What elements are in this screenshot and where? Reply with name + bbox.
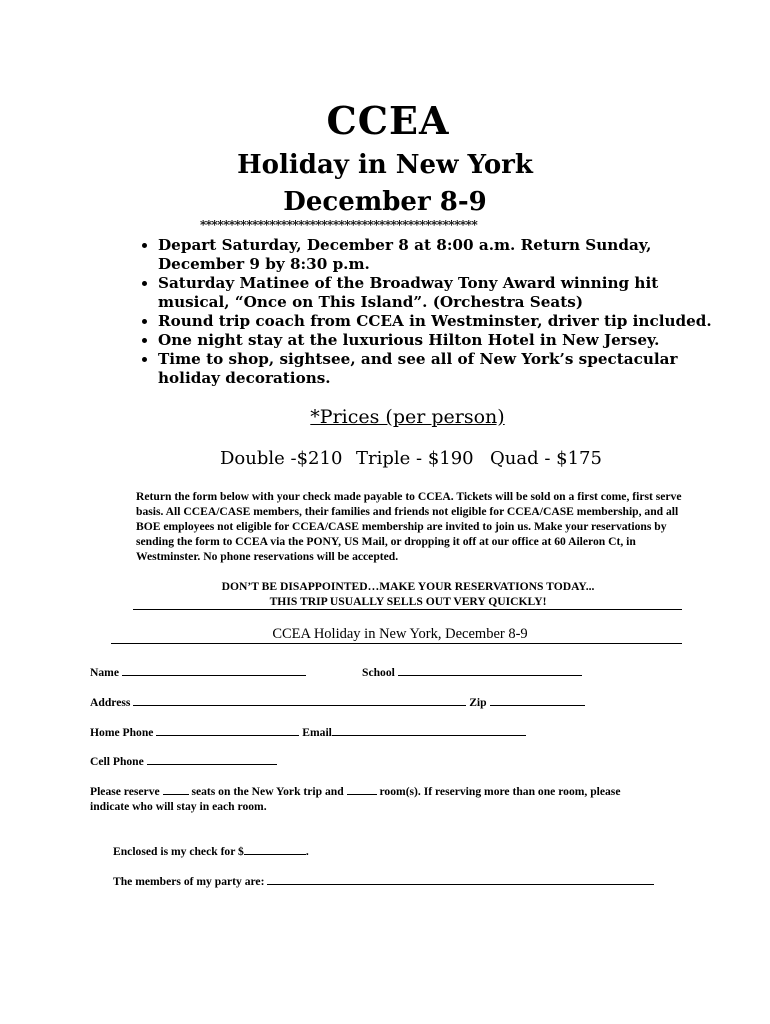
price-quad: Quad - $175 (490, 448, 602, 469)
party-row (113, 874, 654, 889)
check-amount-field[interactable] (244, 844, 306, 855)
list-item: • One night stay at the luxurious Hilton Hotel in New Jersey. (158, 331, 718, 350)
event-dates: December 8-9 (283, 187, 487, 217)
list-item: • Time to shop, sightsee, and see all of New York’s spectacular holiday decorations. (158, 350, 718, 388)
star-divider: ************************************************ (200, 218, 478, 232)
event-subtitle: Holiday in New York (237, 150, 533, 180)
form-title: CCEA Holiday in New York, December 8-9 (272, 626, 528, 642)
enclosed-row (113, 844, 309, 859)
event-title: CCEA (326, 98, 450, 143)
school-label: School (362, 666, 395, 679)
zip-label: Zip (469, 696, 487, 709)
price-triple: Triple - $190 (356, 448, 474, 469)
price-double: Double -$210 (220, 448, 343, 469)
zip-field[interactable] (490, 695, 585, 706)
cell-phone-label: Cell Phone (90, 755, 144, 768)
school-field[interactable] (398, 665, 582, 676)
home-phone-field[interactable] (156, 725, 299, 736)
enclosed-period: . (305, 845, 309, 858)
name-row (90, 665, 306, 680)
enclosed-label: Enclosed is my check for $ (113, 845, 244, 858)
home-phone-label: Home Phone (90, 726, 154, 739)
party-members-field[interactable] (267, 874, 654, 885)
school-row (362, 665, 582, 680)
divider (111, 643, 682, 644)
warning-line-2: THIS TRIP USUALLY SELLS OUT VERY QUICKLY! (269, 595, 547, 608)
name-label: Name (90, 666, 119, 679)
trip-details-list (130, 236, 718, 388)
list-item: • Round trip coach from CCEA in Westminster, driver tip included. (158, 312, 718, 331)
address-row (90, 695, 585, 710)
name-field[interactable] (122, 665, 306, 676)
list-item: • Depart Saturday, December 8 at 8:00 a.m. Return Sunday, December 9 by 8:30 p.m. (158, 236, 718, 274)
rooms-field[interactable] (347, 784, 377, 795)
phone-row (90, 725, 526, 740)
cell-phone-row (90, 754, 277, 769)
reserve-text-1: Please reserve (90, 785, 160, 798)
warning-line-1: DON’T BE DISAPPOINTED…MAKE YOUR RESERVATIONS TODAY... (221, 580, 595, 593)
reserve-row (90, 784, 620, 799)
cell-phone-field[interactable] (147, 754, 277, 765)
list-item: • Saturday Matinee of the Broadway Tony Award winning hit musical, “Once on This Island”. (Orchestra Seats) (158, 274, 718, 312)
reserve-text-line-2: indicate who will stay in each room. (90, 800, 267, 813)
prices-heading: *Prices (per person) (310, 406, 505, 428)
reserve-text-2: seats on the New York trip and (191, 785, 344, 798)
reserve-text-3: room(s). If reserving more than one room, please (379, 785, 621, 798)
address-field[interactable] (133, 695, 466, 706)
address-label: Address (90, 696, 131, 709)
party-label: The members of my party are: (113, 875, 265, 888)
instructions-paragraph: Return the form below with your check made payable to CCEA. Tickets will be sold on a first come, first serve basis. All CCEA/CASE members, their families and friends not eligible for CCEA/CASE membership, and all BOE employees not eligible for CCEA/CASE membership are invited to join us. Make your reservations by sending the form to CCEA via the PONY, US Mail, or dropping it off at our office at 60 Aileron Ct, in Westminster. No phone reservations will be accepted. (136, 490, 682, 563)
divider (133, 609, 682, 610)
seats-field[interactable] (163, 784, 189, 795)
email-field[interactable] (332, 725, 526, 736)
email-label: Email (302, 726, 332, 739)
